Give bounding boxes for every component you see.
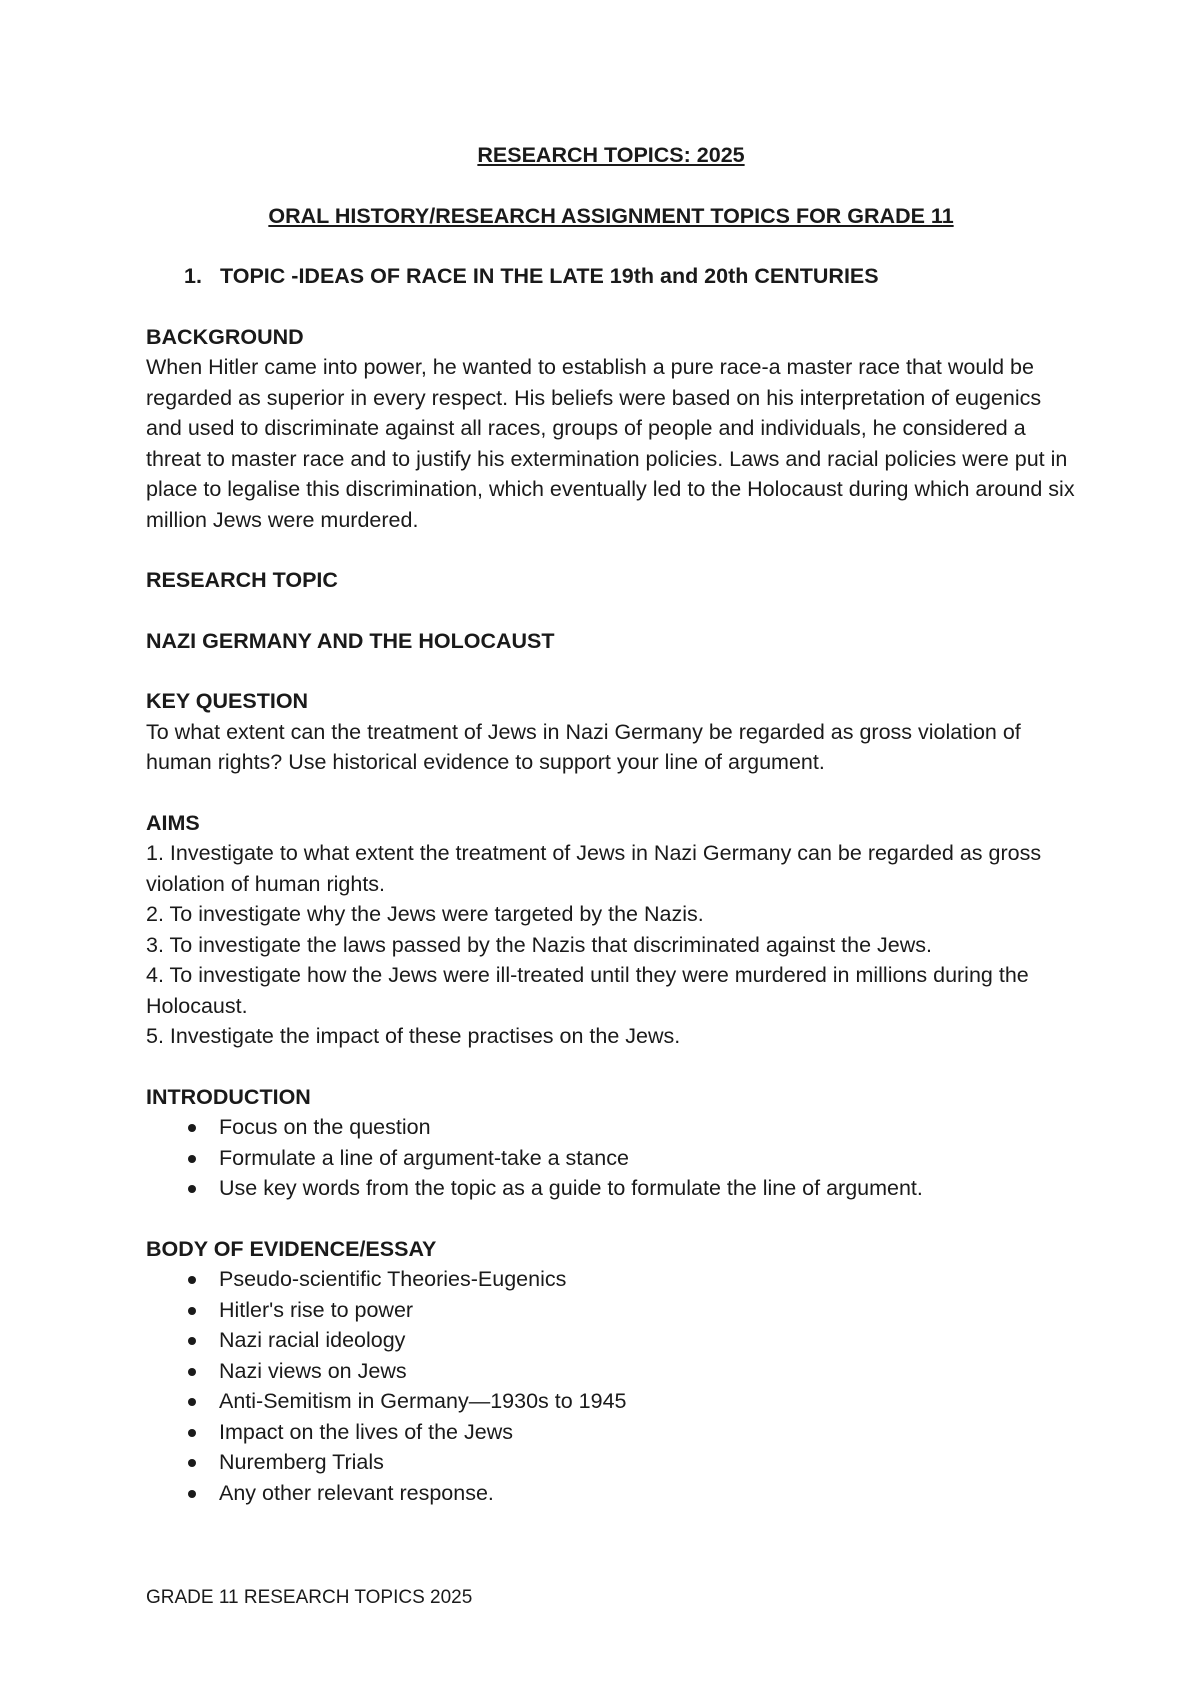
body-list [146,1264,1076,1508]
bullet-icon [188,1398,196,1406]
document-title: RESEARCH TOPICS: 2025 [477,143,745,167]
list-item-text: Pseudo-scientific Theories-Eugenics [219,1267,567,1291]
list-item [146,1173,1076,1204]
key-question-heading: KEY QUESTION [146,689,309,713]
list-item [146,1325,1076,1356]
list-item [146,1478,1076,1509]
list-item-text: Use key words from the topic as a guide to formulate the line of argument. [219,1176,923,1200]
key-question-text: To what extent can the treatment of Jews in Nazi Germany be regarded as gross violation of human rights? Use historical evidence to support your line of argument. [146,719,1021,774]
bullet-icon [188,1185,196,1193]
key-question-section [146,686,1076,778]
aims-section [146,808,1076,1052]
bullet-icon [188,1490,196,1498]
topic-heading [184,261,1076,292]
list-item-text: Nazi views on Jews [219,1358,407,1383]
bullet-icon [188,1307,196,1315]
body-heading: BODY OF EVIDENCE/ESSAY [146,1236,437,1261]
introduction-section [146,1082,1076,1204]
aim-item: 3. To investigate the laws passed by the Nazis that discriminated against the Jews. [146,932,932,957]
list-item-text: Formulate a line of argument-take a stance [219,1145,629,1170]
background-heading: BACKGROUND [146,324,304,349]
bullet-icon [188,1124,196,1132]
list-item-text: Hitler's rise to power [219,1297,414,1322]
list-item [146,1417,1076,1448]
research-topic-value: NAZI GERMANY AND THE HOLOCAUST [146,628,555,653]
aim-item: 4. To investigate how the Jews were ill-treated until they were murdered in millions during the Holocaust. [146,963,1029,1018]
list-item-text: Nuremberg Trials [219,1450,384,1474]
aim-item: 2. To investigate why the Jews were targeted by the Nazis. [146,902,704,926]
bullet-icon [188,1459,196,1467]
topic-number: 1. [184,264,202,288]
introduction-list [146,1112,1076,1204]
research-topic-heading: RESEARCH TOPIC [146,568,338,592]
bullet-icon [188,1368,196,1376]
aim-item: 1. Investigate to what extent the treatment of Jews in Nazi Germany can be regarded as gross violation of human rights. [146,841,1042,896]
document-subtitle: ORAL HISTORY/RESEARCH ASSIGNMENT TOPICS FOR GRADE 11 [268,203,954,228]
body-section [146,1234,1076,1509]
research-topic-value-section [146,626,1076,657]
bullet-icon [188,1276,196,1284]
list-item-text: Focus on the question [219,1115,431,1139]
page-footer: GRADE 11 RESEARCH TOPICS 2025 [146,1587,473,1608]
bullet-icon [188,1429,196,1437]
list-item [146,1295,1076,1326]
list-item-text: Impact on the lives of the Jews [219,1419,513,1444]
background-text: When Hitler came into power, he wanted to establish a pure race-a master race that would be regarded as superior in every respect. His beliefs were based on his interpretation of eugenics and used to discriminate against all races, groups of people and individuals, he considered a threat to master race and to justify his extermination policies. Laws and racial policies were put in place to legalise this discrimination, which eventually led to the Holocaust during which around six million Jews were murdered. [146,355,1075,532]
research-topic-section [146,565,1076,596]
list-item [146,1386,1076,1417]
bullet-icon [188,1337,196,1345]
list-item-text: Any other relevant response. [219,1480,494,1505]
document-content [146,140,1076,1508]
list-item-text: Nazi racial ideology [219,1328,406,1352]
list-item [146,1356,1076,1387]
introduction-heading: INTRODUCTION [146,1084,311,1109]
aims-heading: AIMS [146,810,200,835]
list-item [146,1264,1076,1295]
topic-text: TOPIC -IDEAS OF RACE IN THE LATE 19th and 20th CENTURIES [220,264,879,288]
list-item [146,1112,1076,1143]
list-item-text: Anti-Semitism in Germany—1930s to 1945 [219,1389,627,1413]
bullet-icon [188,1155,196,1163]
aim-item: 5. Investigate the impact of these practises on the Jews. [146,1024,681,1048]
list-item [146,1447,1076,1478]
list-item [146,1143,1076,1174]
background-section [146,322,1076,536]
